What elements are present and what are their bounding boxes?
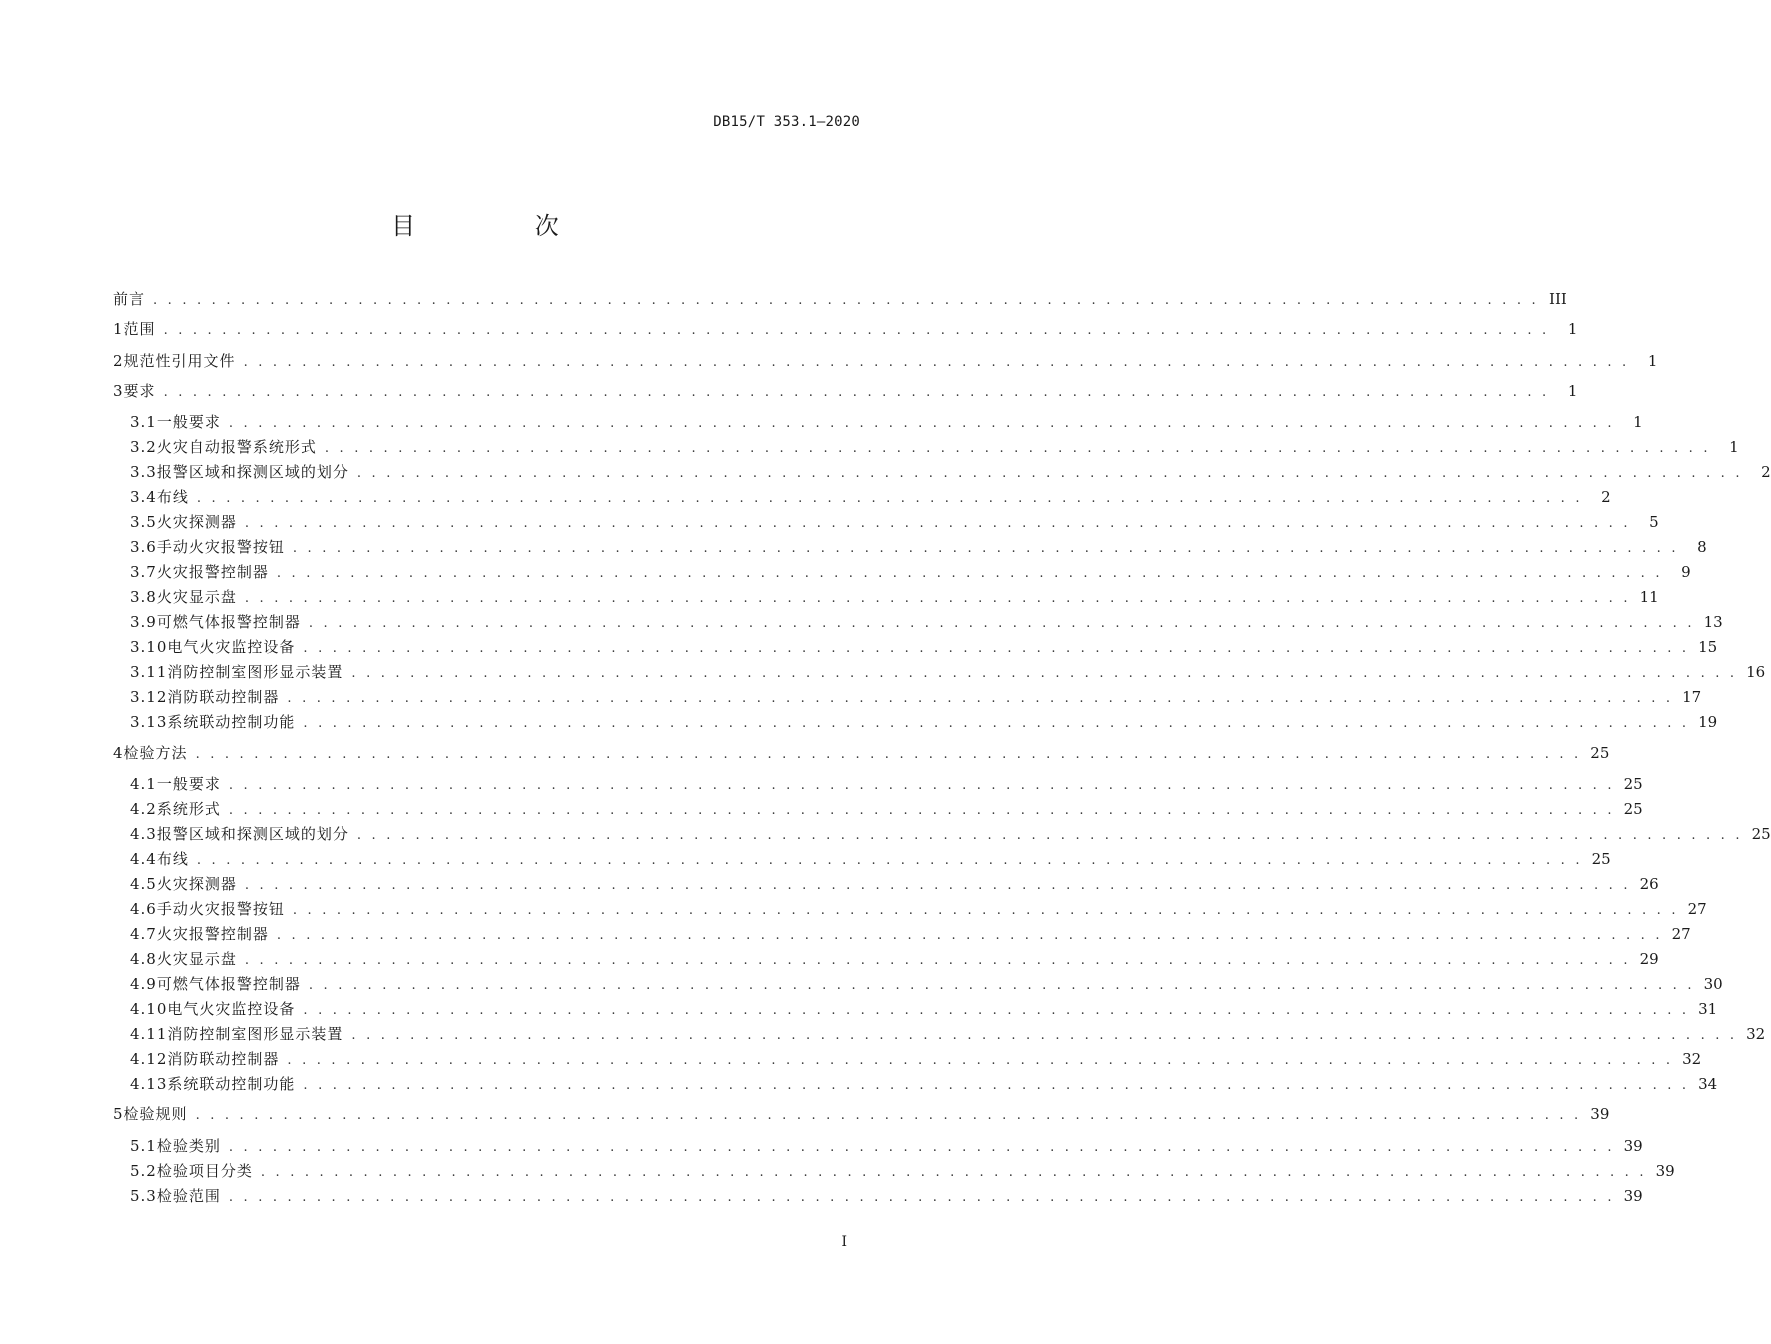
- toc-entry[interactable]: [113, 318, 1578, 340]
- page-number: I: [841, 1234, 847, 1250]
- toc-entry-number: 4.13: [130, 1075, 168, 1093]
- dot-leader: . . . . . . . . . . . . . . . . . . . . . . . . . . . . . . . . . . . . . . . . . . . . . . . . . . . . . . . . . . . . . . . . . . . . . . . . . . . . . . . . . . . . . . . . . . . . . . .: [303, 716, 1690, 731]
- toc-entry-page: 27: [1687, 900, 1707, 918]
- toc-entry[interactable]: [130, 536, 1707, 558]
- toc-entry[interactable]: [130, 973, 1723, 995]
- toc-entry-page: 2: [1761, 463, 1771, 481]
- toc-entry[interactable]: [130, 773, 1643, 795]
- toc-entry[interactable]: [130, 1185, 1643, 1207]
- toc-entry-label: 系统联动控制功能: [167, 1075, 296, 1093]
- toc-entry-number: 3.11: [130, 663, 168, 681]
- toc-entry[interactable]: [113, 350, 1658, 372]
- toc-entry-number: 4.2: [130, 800, 157, 818]
- toc-entry-number: 3.12: [130, 688, 168, 706]
- toc-entry-number: 4.8: [130, 950, 157, 968]
- dot-leader: . . . . . . . . . . . . . . . . . . . . . . . . . . . . . . . . . . . . . . . . . . . . . . . . . . . . . . . . . . . . . . . . . . . . . . . . . . . . . . . . . . . . . . . . . . . . . . .: [276, 928, 1663, 943]
- toc-entry-label: 手动火灾报警按钮: [156, 538, 285, 556]
- toc-entry-number: 5.1: [130, 1137, 157, 1155]
- toc-entry-number: 3.6: [130, 538, 157, 556]
- toc-entry[interactable]: [130, 411, 1643, 433]
- toc-entry-number: 4.1: [130, 775, 157, 793]
- page-title: 目 次: [391, 212, 615, 240]
- dot-leader: . . . . . . . . . . . . . . . . . . . . . . . . . . . . . . . . . . . . . . . . . . . . . . . . . . . . . . . . . . . . . . . . . . . . . . . . . . . . . . . . . . . . . . . . . . . . . . .: [195, 747, 1582, 762]
- toc-entry-label: 系统联动控制功能: [167, 713, 296, 731]
- toc-entry[interactable]: [130, 848, 1611, 870]
- toc-entry[interactable]: [130, 1048, 1702, 1070]
- toc-entry[interactable]: [113, 380, 1578, 402]
- toc-entry-page: 1: [1633, 413, 1643, 431]
- dot-leader: . . . . . . . . . . . . . . . . . . . . . . . . . . . . . . . . . . . . . . . . . . . . . . . . . . . . . . . . . . . . . . . . . . . . . . . . . . . . . . . . . . . . . . . . . . . . . . .: [195, 1108, 1582, 1123]
- toc-entry-page: 29: [1639, 950, 1659, 968]
- toc-entry-label: 消防联动控制器: [167, 688, 280, 706]
- toc-entry-label: 检验方法: [123, 744, 188, 762]
- toc-entry-page: 16: [1746, 663, 1766, 681]
- dot-leader: . . . . . . . . . . . . . . . . . . . . . . . . . . . . . . . . . . . . . . . . . . . . . . . . . . . . . . . . . . . . . . . . . . . . . . . . . . . . . . . . . . . . . . . . . . . . . . .: [303, 1078, 1690, 1093]
- toc-entry-page: III: [1549, 290, 1567, 308]
- toc-entry-label: 检验范围: [156, 1187, 221, 1205]
- dot-leader: . . . . . . . . . . . . . . . . . . . . . . . . . . . . . . . . . . . . . . . . . . . . . . . . . . . . . . . . . . . . . . . . . . . . . . . . . . . . . . . . . . . . . . . . . . . . . . .: [228, 1190, 1615, 1205]
- toc-entry[interactable]: [130, 873, 1659, 895]
- toc-entry-number: 4.5: [130, 875, 157, 893]
- toc-entry-number: 4.3: [130, 825, 157, 843]
- dot-leader: . . . . . . . . . . . . . . . . . . . . . . . . . . . . . . . . . . . . . . . . . . . . . . . . . . . . . . . . . . . . . . . . . . . . . . . . . . . . . . . . . . . . . . . . . . . . . . .: [303, 1003, 1690, 1018]
- toc-entry-label: 布线: [156, 850, 189, 868]
- toc-entry-label: 火灾探测器: [156, 875, 237, 893]
- dot-leader: . . . . . . . . . . . . . . . . . . . . . . . . . . . . . . . . . . . . . . . . . . . . . . . . . . . . . . . . . . . . . . . . . . . . . . . . . . . . . . . . . . . . . . . . . . . . . . .: [196, 853, 1583, 868]
- toc-entry-page: 13: [1703, 613, 1723, 631]
- toc-entry-number: 4.4: [130, 850, 157, 868]
- toc-entry-page: 39: [1623, 1137, 1643, 1155]
- toc-entry-number: 3: [113, 382, 124, 400]
- dot-leader: . . . . . . . . . . . . . . . . . . . . . . . . . . . . . . . . . . . . . . . . . . . . . . . . . . . . . . . . . . . . . . . . . . . . . . . . . . . . . . . . . . . . . . . . . . . . . . .: [153, 293, 1539, 308]
- dot-leader: . . . . . . . . . . . . . . . . . . . . . . . . . . . . . . . . . . . . . . . . . . . . . . . . . . . . . . . . . . . . . . . . . . . . . . . . . . . . . . . . . . . . . . . . . . . . . . .: [292, 541, 1679, 556]
- toc-entry-page: 2: [1601, 488, 1611, 506]
- toc-entry-page: 8: [1697, 538, 1707, 556]
- toc-entry-label: 要求: [123, 382, 156, 400]
- toc-entry-page: 25: [1623, 775, 1643, 793]
- dot-leader: . . . . . . . . . . . . . . . . . . . . . . . . . . . . . . . . . . . . . . . . . . . . . . . . . . . . . . . . . . . . . . . . . . . . . . . . . . . . . . . . . . . . . . . . . . . . . . .: [351, 1028, 1738, 1043]
- dot-leader: . . . . . . . . . . . . . . . . . . . . . . . . . . . . . . . . . . . . . . . . . . . . . . . . . . . . . . . . . . . . . . . . . . . . . . . . . . . . . . . . . . . . . . . . . . . . . . .: [244, 516, 1631, 531]
- toc-entry-page: 27: [1671, 925, 1691, 943]
- dot-leader: . . . . . . . . . . . . . . . . . . . . . . . . . . . . . . . . . . . . . . . . . . . . . . . . . . . . . . . . . . . . . . . . . . . . . . . . . . . . . . . . . . . . . . . . . . . . . . .: [356, 466, 1743, 481]
- dot-leader: . . . . . . . . . . . . . . . . . . . . . . . . . . . . . . . . . . . . . . . . . . . . . . . . . . . . . . . . . . . . . . . . . . . . . . . . . . . . . . . . . . . . . . . . . . . . . . .: [303, 641, 1690, 656]
- dot-leader: . . . . . . . . . . . . . . . . . . . . . . . . . . . . . . . . . . . . . . . . . . . . . . . . . . . . . . . . . . . . . . . . . . . . . . . . . . . . . . . . . . . . . . . . . . . . . . .: [196, 491, 1583, 506]
- toc-entry-page: 9: [1681, 563, 1691, 581]
- toc-entry-label: 手动火灾报警按钮: [156, 900, 285, 918]
- toc-entry[interactable]: [130, 661, 1766, 683]
- toc-entry-page: 25: [1751, 825, 1771, 843]
- toc-entry-label: 电气火灾监控设备: [167, 1000, 296, 1018]
- toc-entry-label: 范围: [123, 320, 156, 338]
- dot-leader: . . . . . . . . . . . . . . . . . . . . . . . . . . . . . . . . . . . . . . . . . . . . . . . . . . . . . . . . . . . . . . . . . . . . . . . . . . . . . . . . . . . . . . . . . . . . . . .: [243, 355, 1630, 370]
- toc-entry-label: 火灾探测器: [156, 513, 237, 531]
- toc-entry-page: 25: [1623, 800, 1643, 818]
- toc-entry[interactable]: [130, 686, 1702, 708]
- toc-entry-page: 1: [1647, 352, 1658, 370]
- toc-entry-number: 5: [113, 1105, 124, 1123]
- dot-leader: . . . . . . . . . . . . . . . . . . . . . . . . . . . . . . . . . . . . . . . . . . . . . . . . . . . . . . . . . . . . . . . . . . . . . . . . . . . . . . . . . . . . . . . . . . . . . . .: [244, 878, 1631, 893]
- toc-entry[interactable]: [130, 1160, 1675, 1182]
- toc-entry-number: 3.8: [130, 588, 157, 606]
- toc-entry-label: 前言: [113, 290, 146, 308]
- toc-entry-label: 消防控制室图形显示装置: [167, 663, 344, 681]
- toc-entry[interactable]: [130, 436, 1739, 458]
- dot-leader: . . . . . . . . . . . . . . . . . . . . . . . . . . . . . . . . . . . . . . . . . . . . . . . . . . . . . . . . . . . . . . . . . . . . . . . . . . . . . . . . . . . . . . . . . . . . . . .: [244, 591, 1631, 606]
- toc-entry-page: 39: [1590, 1105, 1610, 1123]
- toc-entry[interactable]: [130, 486, 1611, 508]
- toc-entry-label: 规范性引用文件: [123, 352, 236, 370]
- dot-leader: . . . . . . . . . . . . . . . . . . . . . . . . . . . . . . . . . . . . . . . . . . . . . . . . . . . . . . . . . . . . . . . . . . . . . . . . . . . . . . . . . . . . . . . . . . . . . . .: [163, 323, 1550, 338]
- toc-entry[interactable]: [130, 636, 1718, 658]
- toc-entry-number: 3.13: [130, 713, 168, 731]
- toc-entry-page: 19: [1698, 713, 1718, 731]
- toc-entry-label: 电气火灾监控设备: [167, 638, 296, 656]
- toc-entry[interactable]: [130, 1135, 1643, 1157]
- toc-entry-number: 3.7: [130, 563, 157, 581]
- toc-entry-label: 消防控制室图形显示装置: [167, 1025, 344, 1043]
- toc-entry-number: 3.3: [130, 463, 157, 481]
- toc-entry[interactable]: [113, 742, 1610, 764]
- toc-entry-number: 3.9: [130, 613, 157, 631]
- toc-entry[interactable]: [130, 923, 1691, 945]
- toc-entry-label: 可燃气体报警控制器: [156, 613, 301, 631]
- toc-entry-number: 5.3: [130, 1187, 157, 1205]
- dot-leader: . . . . . . . . . . . . . . . . . . . . . . . . . . . . . . . . . . . . . . . . . . . . . . . . . . . . . . . . . . . . . . . . . . . . . . . . . . . . . . . . . . . . . . . . . . . . . . .: [351, 666, 1738, 681]
- toc-entry[interactable]: [113, 288, 1567, 310]
- toc-entry[interactable]: [130, 823, 1771, 845]
- toc-entry-page: 39: [1655, 1162, 1675, 1180]
- toc-entry[interactable]: [130, 586, 1659, 608]
- toc-entry-number: 3.1: [130, 413, 157, 431]
- toc-entry-number: 3.10: [130, 638, 168, 656]
- toc-entry[interactable]: [130, 798, 1643, 820]
- dot-leader: . . . . . . . . . . . . . . . . . . . . . . . . . . . . . . . . . . . . . . . . . . . . . . . . . . . . . . . . . . . . . . . . . . . . . . . . . . . . . . . . . . . . . . . . . . . . . . .: [260, 1165, 1647, 1180]
- toc-entry-number: 4.7: [130, 925, 157, 943]
- toc-entry[interactable]: [130, 948, 1659, 970]
- dot-leader: . . . . . . . . . . . . . . . . . . . . . . . . . . . . . . . . . . . . . . . . . . . . . . . . . . . . . . . . . . . . . . . . . . . . . . . . . . . . . . . . . . . . . . . . . . . . . . .: [228, 416, 1615, 431]
- toc-entry-label: 消防联动控制器: [167, 1050, 280, 1068]
- toc-entry-page: 1: [1567, 320, 1578, 338]
- toc-entry[interactable]: [130, 998, 1718, 1020]
- toc-entry-page: 17: [1682, 688, 1702, 706]
- toc-entry-page: 25: [1590, 744, 1610, 762]
- toc-entry-page: 32: [1746, 1025, 1766, 1043]
- toc-entry-label: 火灾显示盘: [156, 950, 237, 968]
- toc-entry-label: 检验项目分类: [156, 1162, 253, 1180]
- toc-entry-page: 15: [1698, 638, 1718, 656]
- dot-leader: . . . . . . . . . . . . . . . . . . . . . . . . . . . . . . . . . . . . . . . . . . . . . . . . . . . . . . . . . . . . . . . . . . . . . . . . . . . . . . . . . . . . . . . . . . . . . . .: [287, 1053, 1674, 1068]
- dot-leader: . . . . . . . . . . . . . . . . . . . . . . . . . . . . . . . . . . . . . . . . . . . . . . . . . . . . . . . . . . . . . . . . . . . . . . . . . . . . . . . . . . . . . . . . . . . . . . .: [228, 1140, 1615, 1155]
- toc-entry-label: 布线: [156, 488, 189, 506]
- toc-entry-label: 检验类别: [156, 1137, 221, 1155]
- toc-entry-page: 11: [1639, 588, 1659, 606]
- toc-entry-number: 4.6: [130, 900, 157, 918]
- toc-entry-label: 报警区域和探测区域的划分: [156, 463, 349, 481]
- toc-entry-label: 一般要求: [156, 775, 221, 793]
- toc-entry[interactable]: [130, 461, 1771, 483]
- dot-leader: . . . . . . . . . . . . . . . . . . . . . . . . . . . . . . . . . . . . . . . . . . . . . . . . . . . . . . . . . . . . . . . . . . . . . . . . . . . . . . . . . . . . . . . . . . . . . . .: [228, 803, 1615, 818]
- toc-entry-number: 4.9: [130, 975, 157, 993]
- toc-entry-label: 检验规则: [123, 1105, 188, 1123]
- toc-entry-number: 5.2: [130, 1162, 157, 1180]
- toc-entry-number: 4.12: [130, 1050, 168, 1068]
- toc-entry-label: 火灾显示盘: [156, 588, 237, 606]
- toc-entry-number: 3.4: [130, 488, 157, 506]
- toc-entry-label: 报警区域和探测区域的划分: [156, 825, 349, 843]
- toc-entry-label: 火灾自动报警系统形式: [156, 438, 317, 456]
- toc-entry-label: 一般要求: [156, 413, 221, 431]
- toc-entry[interactable]: [130, 561, 1691, 583]
- toc-entry-label: 系统形式: [156, 800, 221, 818]
- dot-leader: . . . . . . . . . . . . . . . . . . . . . . . . . . . . . . . . . . . . . . . . . . . . . . . . . . . . . . . . . . . . . . . . . . . . . . . . . . . . . . . . . . . . . . . . . . . . . . .: [308, 978, 1695, 993]
- toc-entry[interactable]: [130, 1023, 1766, 1045]
- toc-entry-label: 火灾报警控制器: [156, 563, 269, 581]
- toc-entry[interactable]: [130, 898, 1707, 920]
- toc-entry-page: 5: [1649, 513, 1659, 531]
- toc-entry-number: 1: [113, 320, 124, 338]
- toc-entry-number: 4: [113, 744, 124, 762]
- dot-leader: . . . . . . . . . . . . . . . . . . . . . . . . . . . . . . . . . . . . . . . . . . . . . . . . . . . . . . . . . . . . . . . . . . . . . . . . . . . . . . . . . . . . . . . . . . . . . . .: [163, 385, 1550, 400]
- dot-leader: . . . . . . . . . . . . . . . . . . . . . . . . . . . . . . . . . . . . . . . . . . . . . . . . . . . . . . . . . . . . . . . . . . . . . . . . . . . . . . . . . . . . . . . . . . . . . . .: [292, 903, 1679, 918]
- toc-entry-page: 32: [1682, 1050, 1702, 1068]
- toc-entry-number: 3.5: [130, 513, 157, 531]
- toc-entry-page: 1: [1729, 438, 1739, 456]
- toc-entry[interactable]: [130, 511, 1659, 533]
- toc-entry-page: 1: [1567, 382, 1578, 400]
- toc-entry-page: 31: [1698, 1000, 1718, 1018]
- toc-entry-label: 火灾报警控制器: [156, 925, 269, 943]
- dot-leader: . . . . . . . . . . . . . . . . . . . . . . . . . . . . . . . . . . . . . . . . . . . . . . . . . . . . . . . . . . . . . . . . . . . . . . . . . . . . . . . . . . . . . . . . . . . . . . .: [324, 441, 1711, 456]
- dot-leader: . . . . . . . . . . . . . . . . . . . . . . . . . . . . . . . . . . . . . . . . . . . . . . . . . . . . . . . . . . . . . . . . . . . . . . . . . . . . . . . . . . . . . . . . . . . . . . .: [308, 616, 1695, 631]
- dot-leader: . . . . . . . . . . . . . . . . . . . . . . . . . . . . . . . . . . . . . . . . . . . . . . . . . . . . . . . . . . . . . . . . . . . . . . . . . . . . . . . . . . . . . . . . . . . . . . .: [287, 691, 1674, 706]
- toc-entry-label: 可燃气体报警控制器: [156, 975, 301, 993]
- dot-leader: . . . . . . . . . . . . . . . . . . . . . . . . . . . . . . . . . . . . . . . . . . . . . . . . . . . . . . . . . . . . . . . . . . . . . . . . . . . . . . . . . . . . . . . . . . . . . . .: [244, 953, 1631, 968]
- toc-entry-page: 39: [1623, 1187, 1643, 1205]
- toc-entry-page: 26: [1639, 875, 1659, 893]
- toc-entry[interactable]: [130, 711, 1718, 733]
- toc-entry-number: 2: [113, 352, 124, 370]
- document-code: DB15/T 353.1—2020: [713, 114, 860, 130]
- toc-entry[interactable]: [113, 1103, 1610, 1125]
- toc-entry-page: 30: [1703, 975, 1723, 993]
- toc-entry[interactable]: [130, 1073, 1718, 1095]
- toc-entry-number: 4.10: [130, 1000, 168, 1018]
- toc-entry-page: 34: [1698, 1075, 1718, 1093]
- toc-entry[interactable]: [130, 611, 1723, 633]
- dot-leader: . . . . . . . . . . . . . . . . . . . . . . . . . . . . . . . . . . . . . . . . . . . . . . . . . . . . . . . . . . . . . . . . . . . . . . . . . . . . . . . . . . . . . . . . . . . . . . .: [276, 566, 1663, 581]
- toc-entry-number: 3.2: [130, 438, 157, 456]
- dot-leader: . . . . . . . . . . . . . . . . . . . . . . . . . . . . . . . . . . . . . . . . . . . . . . . . . . . . . . . . . . . . . . . . . . . . . . . . . . . . . . . . . . . . . . . . . . . . . . .: [356, 828, 1743, 843]
- dot-leader: . . . . . . . . . . . . . . . . . . . . . . . . . . . . . . . . . . . . . . . . . . . . . . . . . . . . . . . . . . . . . . . . . . . . . . . . . . . . . . . . . . . . . . . . . . . . . . .: [228, 778, 1615, 793]
- toc-entry-page: 25: [1591, 850, 1611, 868]
- toc-entry-number: 4.11: [130, 1025, 168, 1043]
